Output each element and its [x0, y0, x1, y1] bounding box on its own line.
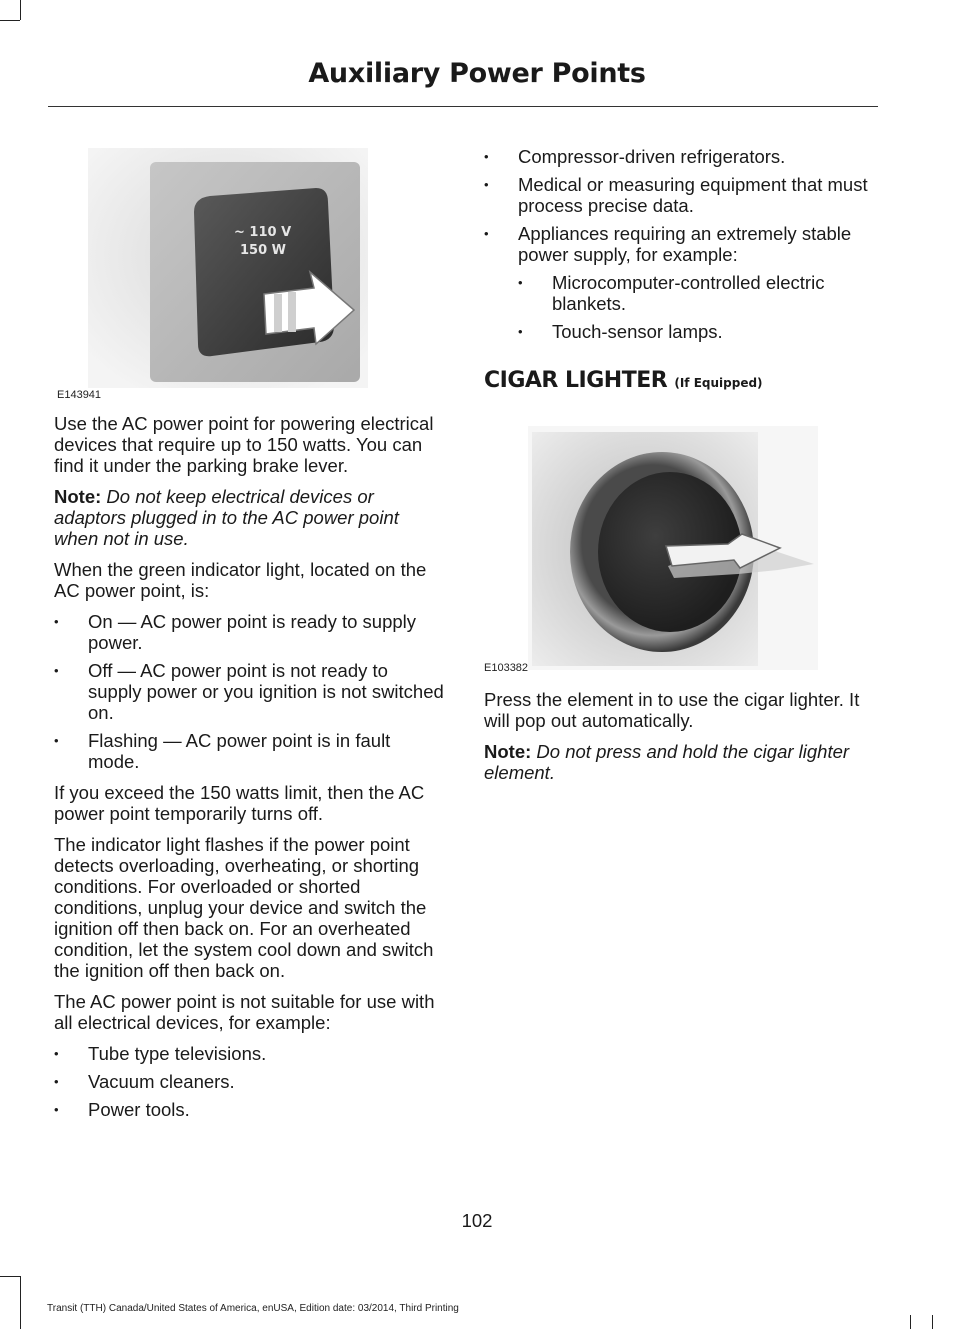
crop-mark [20, 1276, 21, 1329]
unsuitable-devices-list-continued [484, 146, 876, 342]
right-column-lower [484, 689, 876, 793]
crop-mark [0, 1276, 20, 1277]
note-text: Do not keep electrical devices or adaptors plugged in to the AC power point when not in use. [54, 486, 399, 549]
figure-id: E103382 [484, 662, 529, 674]
crop-mark [0, 20, 20, 21]
list-item [484, 223, 876, 342]
unsuitable-devices-list [54, 1043, 446, 1120]
figure-id: E143941 [57, 389, 102, 401]
sub-list-item: • Microcomputer-controlled electric blankets. [518, 272, 876, 314]
crop-mark [932, 1315, 933, 1329]
right-column [484, 146, 876, 396]
paragraph-exceed: If you exceed the 150 watts limit, then the AC power point temporarily turns off. [54, 782, 425, 824]
wattage-label: 150 W [240, 243, 287, 258]
note-text: Do not press and hold the cigar lighter element. [484, 741, 850, 783]
list-item: • On — AC power point is ready to supply power. [54, 611, 446, 653]
list-item: • Tube type televisions. [54, 1043, 446, 1064]
sub-list-item: • Touch-sensor lamps. [518, 321, 876, 342]
list-item: • Power tools. [54, 1099, 446, 1120]
list-item: • Off — AC power point is not ready to supply power or you ignition is not switched on. [54, 660, 446, 723]
section-qualifier: (If Equipped) [674, 376, 763, 390]
cigar-lighter-illustration [528, 426, 818, 670]
page-title: Auxiliary Power Points [308, 58, 646, 89]
section-heading [484, 368, 876, 396]
section-title: CIGAR LIGHTER [484, 368, 668, 393]
note-paragraph [54, 486, 446, 549]
left-column [54, 413, 446, 1130]
list-item: • Vacuum cleaners. [54, 1071, 446, 1092]
title-divider [48, 106, 878, 107]
paragraph-unsuitable-intro: The AC power point is not suitable for use with all electrical devices, for example: [54, 991, 435, 1033]
list-item: • Flashing — AC power point is in fault mode. [54, 730, 446, 772]
paragraph-press: Press the element in to use the cigar lighter. It will pop out automatically. [484, 689, 860, 731]
list-item: • Compressor-driven refrigerators. [484, 146, 876, 167]
paragraph-intro: Use the AC power point for powering electrical devices that require up to 150 watts. You can find it under the parking brake lever. [54, 413, 434, 476]
voltage-label: ~ 110 V [234, 225, 292, 240]
sub-examples-list [518, 272, 876, 342]
ac-power-point-illustration [88, 148, 368, 388]
indicator-states-list [54, 611, 446, 772]
page-number: 102 [461, 1210, 493, 1231]
edition-footer: Transit (TTH) Canada/United States of America, enUSA, Edition date: 03/2014, Third Printing [47, 1303, 459, 1314]
note-label: Note: [54, 486, 102, 507]
paragraph-flash: The indicator light flashes if the power point detects overloading, overheating, or shorting conditions. For overloaded or shorted conditions, unplug your device and switch the ignition off then back on. For an overheated condition, let the system cool down and switch the ignition off then back on. [54, 834, 434, 981]
crop-mark [20, 0, 21, 20]
note-paragraph [484, 741, 876, 783]
note-label: Note: [484, 741, 532, 762]
paragraph-indicator-intro: When the green indicator light, located on the AC power point, is: [54, 559, 427, 601]
crop-mark [910, 1315, 911, 1329]
list-item-text: Appliances requiring an extremely stable power supply, for example: [518, 223, 852, 265]
list-item: • Medical or measuring equipment that must process precise data. [484, 174, 876, 216]
